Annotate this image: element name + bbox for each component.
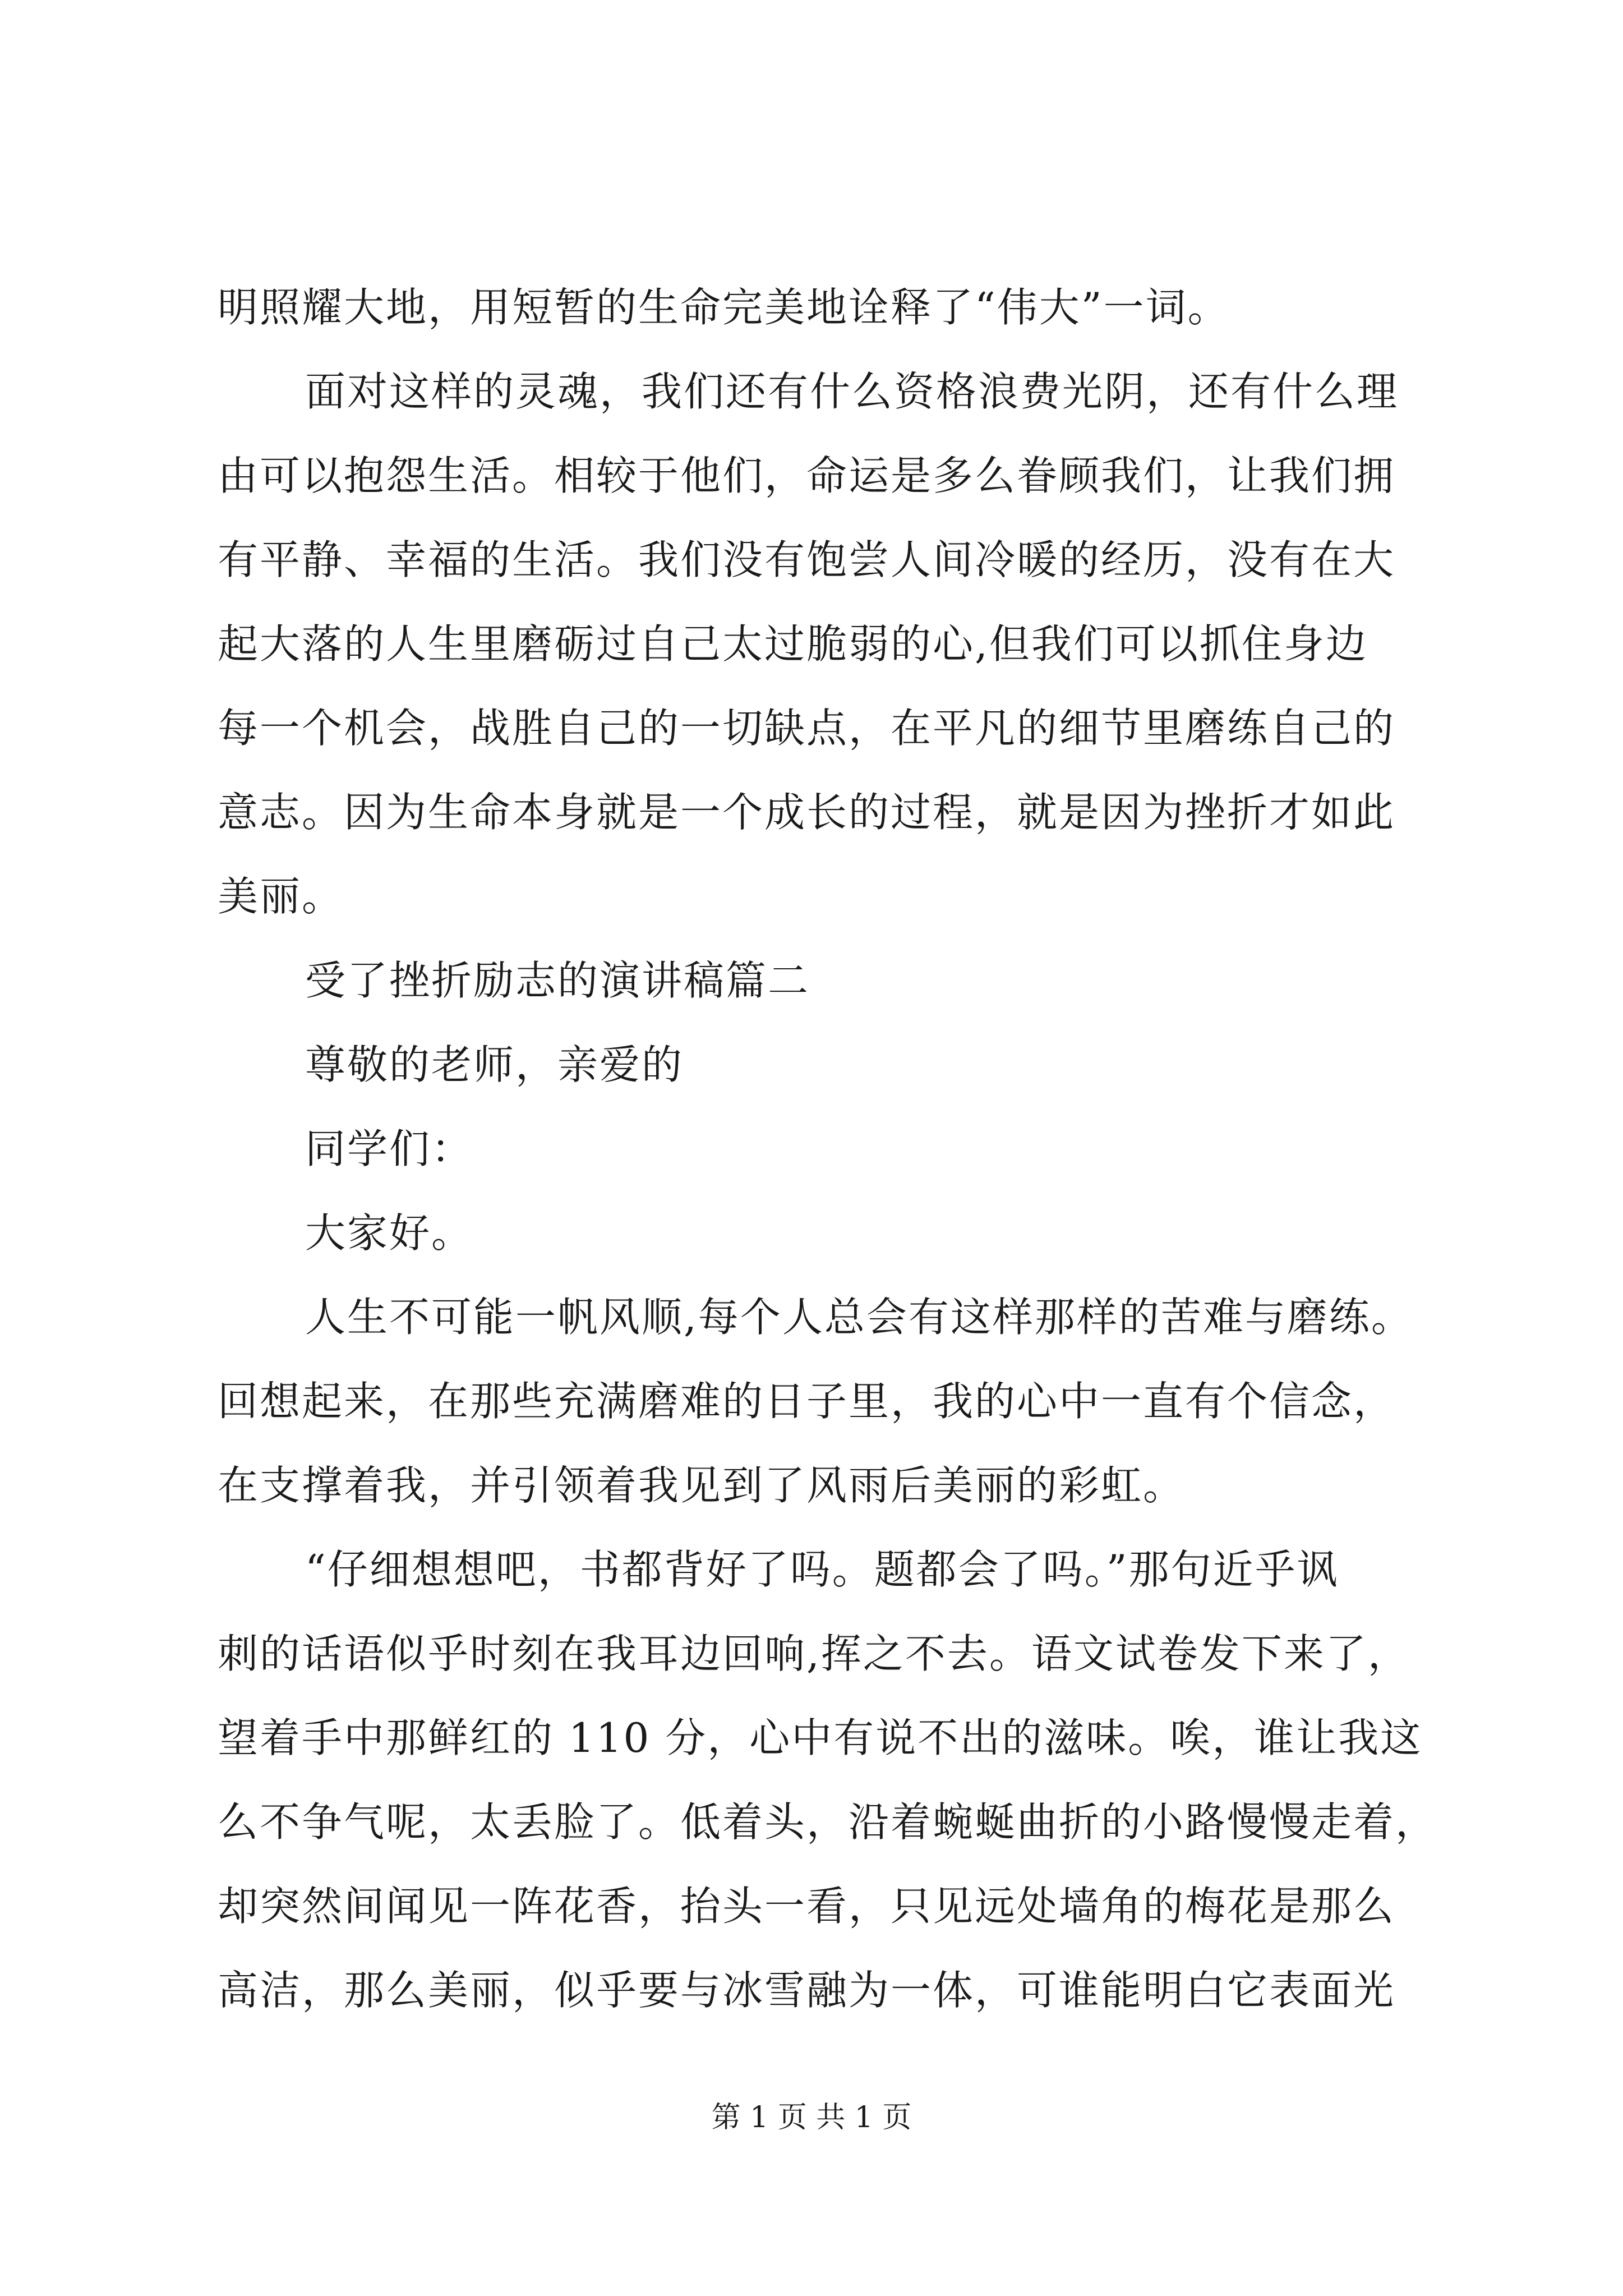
text-line-8: 美丽。 — [218, 873, 344, 920]
text-line-1: 明照耀大地，用短暂的生命完美地诠释了“伟大”一词。 — [218, 284, 1230, 331]
section-heading: 受了挫折励志的演讲稿篇二 — [305, 957, 810, 1004]
text-line-5: 起大落的人生里磨砺过自己太过脆弱的心,但我们可以抓住身边 — [218, 620, 1368, 668]
text-line-3: 由可以抱怨生活。相较于他们，命运是多么眷顾我们，让我们拥 — [218, 452, 1396, 499]
text-line-4: 有平静、幸福的生活。我们没有饱尝人间冷暖的经历，没有在大 — [218, 536, 1396, 583]
text-line-21: 高洁，那么美丽，似乎要与冰雪融为一体，可谁能明白它表面光 — [218, 1967, 1396, 2014]
text-line-7: 意志。因为生命本身就是一个成长的过程，就是因为挫折才如此 — [218, 789, 1396, 836]
salutation-line-1: 尊敬的老师，亲爱的 — [305, 1041, 684, 1088]
text-line-6: 每一个机会，战胜自己的一切缺点，在平凡的细节里磨练自己的 — [218, 705, 1396, 752]
text-line-17: 刺的话语似乎时刻在我耳边回响,挥之不去。语文试卷发下来了， — [218, 1630, 1410, 1677]
page-footer: 第 1 页 共 1 页 — [711, 2101, 912, 2134]
text-line-16: “仔细想想吧，书都背好了吗。题都会了吗。”那句近乎讽 — [305, 1546, 1339, 1593]
text-line-14: 回想起来，在那些充满磨难的日子里，我的心中一直有个信念， — [218, 1378, 1396, 1425]
text-line-19: 么不争气呢，太丢脸了。低着头，沿着蜿蜒曲折的小路慢慢走着， — [218, 1798, 1438, 1846]
salutation-line-2: 同学们： — [305, 1125, 474, 1172]
text-line-18: 望着手中那鲜红的 110 分，心中有说不出的滋味。唉，谁让我这 — [218, 1714, 1423, 1761]
text-line-2: 面对这样的灵魂，我们还有什么资格浪费光阴，还有什么理 — [305, 368, 1399, 415]
text-line-13: 人生不可能一帆风顺,每个人总会有这样那样的苦难与磨练。 — [305, 1294, 1413, 1341]
text-line-15: 在支撑着我，并引领着我见到了风雨后美丽的彩虹。 — [218, 1462, 1186, 1509]
greeting-line: 大家好。 — [305, 1209, 474, 1257]
text-line-20: 却突然间闻见一阵花香，抬头一看，只见远处墙角的梅花是那么 — [218, 1883, 1396, 1930]
